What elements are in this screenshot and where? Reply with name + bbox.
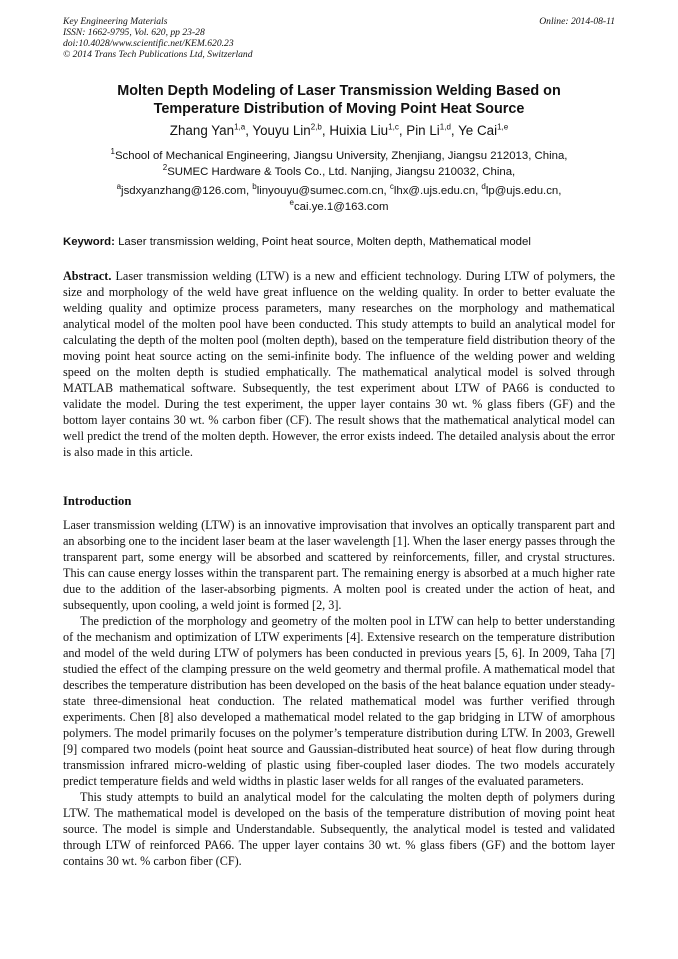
issn-line: ISSN: 1662-9795, Vol. 620, pp 23-28 [63, 27, 205, 38]
author-list: Zhang Yan$^{1,a}$, Youyu Lin$^{2,b}$, Huixia Liu$^{1,c}$, Pin Li$^{1,d}$, Ye Cai$^{1,e}$ [169, 122, 509, 138]
author: Zhang Yan$^{1,a}$ [169, 122, 246, 138]
affiliation-2: $^2$SUMEC Hardware & Tools Co., Ltd. Nanjing, Jiangsu 210032, China, [162, 162, 516, 178]
journal-header [63, 16, 615, 60]
author: Huixia Liu$^{1,c}$ [329, 122, 399, 138]
doi-line: doi:10.4028/www.scientific.net/KEM.620.23 [63, 38, 234, 49]
keywords-text: Laser transmission welding, Point heat source, Molten depth, Mathematical model [114, 236, 531, 248]
keywords [63, 235, 615, 250]
copyright-line: © 2014 Trans Tech Publications Ltd, Switzerland [63, 49, 253, 60]
author: Youyu Lin$^{2,b}$ [252, 122, 322, 138]
title-line-2: Temperature Distribution of Moving Point Heat Source [153, 101, 525, 117]
email: $^d$lp@ujs.edu.cn, [481, 182, 562, 197]
introduction-body [63, 517, 615, 869]
email: $^c$lhx@.ujs.edu.cn, [389, 182, 482, 197]
author: Ye Cai$^{1,e}$ [458, 122, 509, 138]
email: $^b$linyouyu@sumec.com.cn, [252, 182, 390, 197]
author-emails [63, 184, 615, 215]
online-date: Online: 2014-08-11 [539, 16, 615, 27]
title-line-1: Molten Depth Modeling of Laser Transmission Welding Based on [117, 83, 561, 99]
journal-name: Key Engineering Materials [63, 16, 168, 27]
abstract-label: Abstract. [63, 269, 112, 283]
paragraph: Laser transmission welding (LTW) is an innovative improvisation that involves an optically transparent part and an absorbing one to the incident laser beam at the laser wavelength [1]. When the laser energy passes through the transparent part, some energy will be absorbed and scattered by reinforcements, filler, and crystal structures. This can cause energy losses within the transparent part. The remaining energy is absorbed at a much higher rate due to the addition of the laser-absorbing pigments. A molten pool is created under the action of heat, and subsequently, upon cooling, a weld joint is formed [2, 3]. [63, 518, 615, 612]
section-heading-introduction: Introduction [63, 494, 132, 508]
email: $^a$jsdxyanzhang@126.com, [116, 182, 253, 197]
paper-title [63, 82, 615, 118]
abstract-text: Laser transmission welding (LTW) is a new and efficient technology. During LTW of polymers, the size and morphology of the weld have great influence on the welding quality. In order to better evaluate the welding quality and optimize process parameters, many researches on the morphology and mathematical analytical model of the molten pool have been conducted. This study attempts to build an analytical model for calculating the depth of the molten pool (molten depth), based on the temperature field distribution theory of the moving point heat source acting on the semi-infinite body. The influence of the welding power and welding speed on the molten depth is studied emphatically. The mathematical analytical model is solved through MATLAB mathematical software. Subsequently, the test experiment about LTW of PA66 is conducted to validate the model. During the test experiment, the upper layer contains 30 wt. % glass fibers (GF) and the bottom layer contains 30 wt. % carbon fiber (CF). The result shows that the mathematical analytical model can well predict the trend of the molten depth. However, the error exists indeed. The detailed analysis about the error is also made in this article. [63, 269, 615, 459]
abstract [63, 268, 615, 460]
affiliation-1: $^1$School of Mechanical Engineering, Jiangsu University, Zhenjiang, Jiangsu 212013, China, [110, 147, 568, 162]
keywords-label: Keyword: [63, 236, 115, 248]
author: Pin Li$^{1,d}$ [406, 122, 451, 138]
email: $^e$cai.ye.1@163.com [289, 197, 389, 213]
paragraph: The prediction of the morphology and geometry of the molten pool in LTW can help to better understanding of the mechanism and optimization of LTW experiments [4]. Extensive research on the temperature distribution and model of the weld during LTW of polymers has been conducted in previous years [5, 6]. In 2009, Taha [7] studied the effect of the clamping pressure on the weld geometry and thermal profile. A mathematical model that describes the temperature distribution has been developed on the basis of the heat balance equation under steady-state three-dimensional heat conduction. The related mathematical model was further verified through experiments. Chen [8] also developed a mathematical model related to the gap bridging in LTW of amorphous polymers. The model primarily focuses on the polymer’s temperature distribution during LTW. In 2003, Grewell [9] compared two models (point heat source and Gaussian-distributed heat source) of heat flow during through transmission infrared micro-welding of plastic using fiber-coupled laser diodes. The two models accurately predict temperature fields and weld widths in plastic laser welds for all ranges of the evaluated parameters. [63, 614, 615, 788]
affiliations [63, 149, 615, 180]
paragraph: This study attempts to build an analytical model for the calculating the molten depth of polymers during LTW. The mathematical model is developed on the basis of the temperature distribution of moving point heat source. The model is simple and Understandable. Subsequently, the analytical model is tested and validated through LTW of reinforced PA66. The upper layer contains 30 wt. % glass fibers (GF) and the bottom layer contains 30 wt. % carbon fiber (CF). [63, 790, 615, 868]
